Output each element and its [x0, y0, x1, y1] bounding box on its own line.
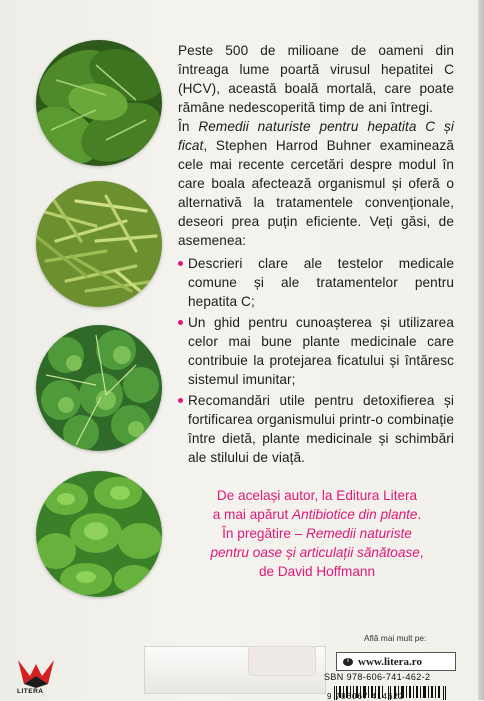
website-link[interactable]: www.litera.ro — [358, 655, 422, 668]
publisher-name: LITERA — [17, 688, 44, 695]
promo-line-5: de David Hoffmann — [258, 564, 376, 579]
cover-edge — [478, 0, 484, 700]
barcode-number: 9 786067 414622 — [327, 692, 405, 701]
book-paragraph — [178, 117, 454, 250]
para2-rest: , Stephen Harrod Buhner examinează cele mai recente cercetări despre modul în care boala afectează organismul și oferă o alternativă la tratamentele convenționale, deseori prea puțin eficiente. Veți găsi, de asemenea: — [178, 138, 454, 248]
author-promo — [192, 486, 442, 581]
book-title: Remedii naturiste pentru hepatita C și ficat — [178, 119, 454, 153]
promo-book-title-2b: pentru oase și articulații sănătoase — [210, 545, 420, 560]
mouse-icon — [342, 657, 354, 667]
nettle-leaves-photo — [36, 471, 162, 597]
more-info-label: Află mai mult pe: — [364, 633, 427, 643]
intro-paragraph: Peste 500 de milioane de oameni din întreaga lume poartă virusul hepatitei C (HCV), această boală mortală, care poate rămâne nedescoperită timp de ani întregi. — [178, 43, 454, 115]
grass-blades-photo — [36, 181, 162, 307]
description-text — [178, 41, 454, 469]
promo-line-3: În pregătire – Remedii naturiste — [222, 526, 412, 541]
website-box — [336, 652, 456, 671]
promo-line-1: De același autor, la Editura Litera — [216, 488, 418, 503]
bullet-icon — [178, 398, 183, 403]
para2-prefix: În — [178, 119, 199, 134]
promo-line-4: pentru oase și articulații sănătoase, — [210, 545, 424, 560]
promo-book-title-1: Antibiotice din plante — [292, 507, 418, 522]
list-item: Recomandări utile pentru detoxifierea și fortificarea organismului printr-o combinație între dietă, plante medicinale și schimbări ale stilului de viață. — [178, 391, 454, 467]
bullet-icon — [178, 261, 183, 266]
list-item: Descrieri clare ale testelor medicale comune și ale tratamentelor pentru hepatita C; — [178, 254, 454, 311]
parsley-leaves-photo — [36, 325, 162, 451]
promo-book-title-2a: Remedii naturiste — [306, 526, 412, 541]
bullet-icon — [178, 320, 183, 325]
features-list — [178, 254, 454, 467]
spinach-leaves-photo — [36, 40, 162, 166]
promo-line-2: a mai apărut Antibiotice din plante. — [212, 507, 422, 522]
isbn: SBN 978-606-741-462-2 — [324, 672, 431, 682]
price-tag — [248, 646, 316, 676]
list-item: Un ghid pentru cunoașterea și utilizarea celor mai bune plante medicinale care contribuie la protejarea ficatului și întăresc sistemul imunitar; — [178, 313, 454, 389]
